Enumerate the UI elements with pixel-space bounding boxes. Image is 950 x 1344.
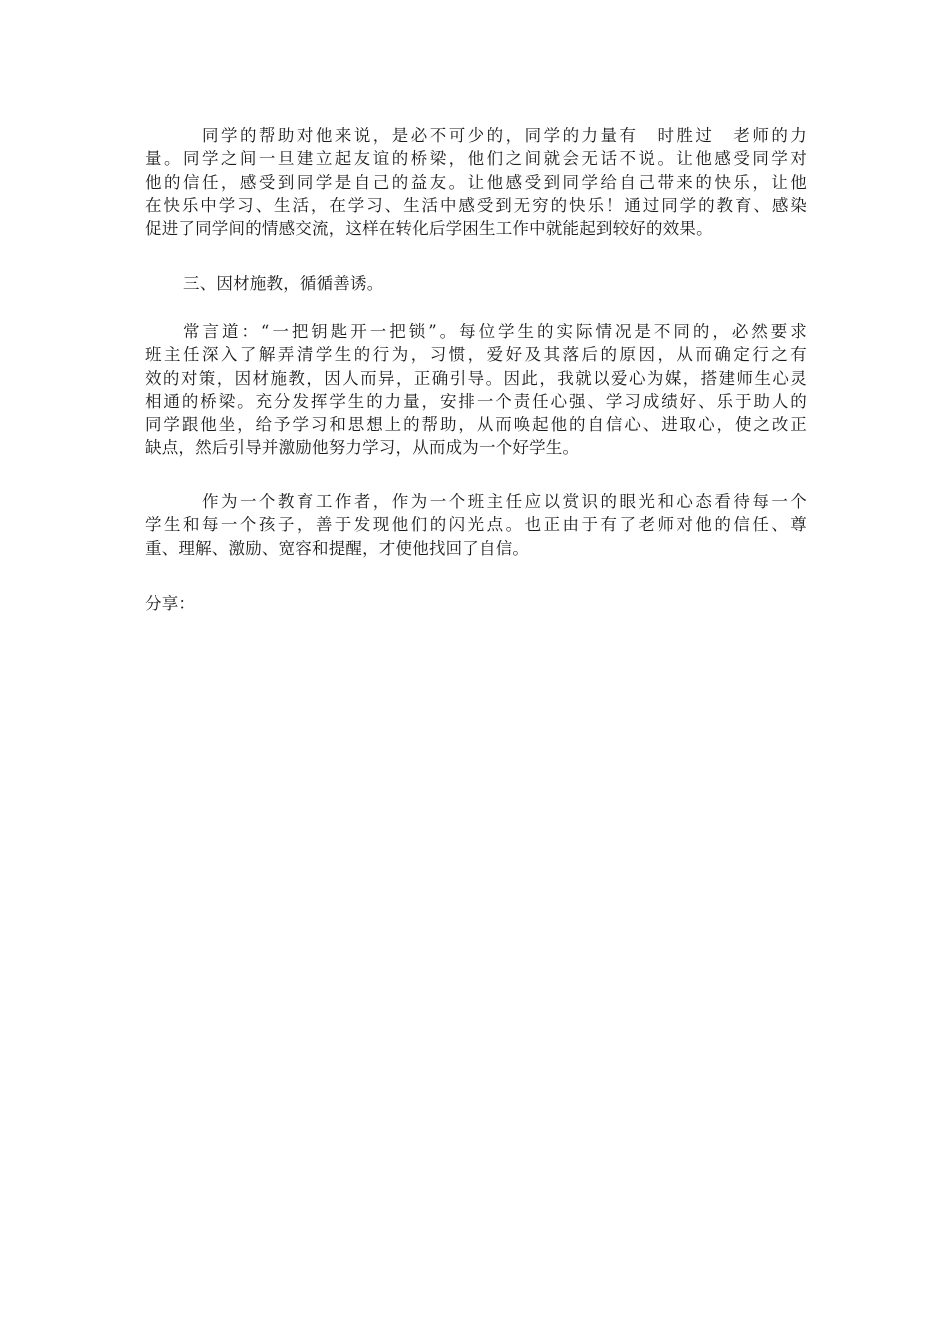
paragraph-line: 作为一个教育工作者，作为一个班主任应以赏识的眼光和心态看待每一个	[202, 492, 807, 511]
paragraph-line: 同学的帮助对他来说，是必不可少的，同学的力量有 时胜过 老师的力	[202, 126, 807, 145]
paragraph-line: 缺点，然后引导并激励他努力学习，从而成为一个好学生。	[145, 438, 580, 458]
paragraph-line: 常言道：“一把钥匙开一把锁”。每位学生的实际情况是不同的，必然要求	[183, 322, 807, 341]
paragraph-line: 同学跟他坐，给予学习和思想上的帮助，从而唤起他的自信心、进取心，使之改正	[145, 415, 807, 435]
paragraph-line: 学生和每一个孩子，善于发现他们的闪光点。也正由于有了老师对他的信任、尊	[145, 515, 807, 535]
paragraph-line: 量。同学之间一旦建立起友谊的桥梁，他们之间就会无话不说。让他感受同学对	[145, 149, 807, 169]
paragraph-line: 效的对策，因材施教，因人而异，正确引导。因此，我就以爱心为媒，搭建师生心灵	[145, 368, 807, 388]
paragraph-line: 促进了同学间的情感交流，这样在转化后学困生工作中就能起到较好的效果。	[145, 219, 713, 239]
share-label-text: 分享：	[145, 594, 196, 613]
paragraph-peer-help	[145, 124, 807, 240]
paragraph-educator	[145, 490, 807, 560]
section-heading	[145, 272, 807, 295]
paragraph-line: 相通的桥梁。充分发挥学生的力量，安排一个责任心强、学习成绩好、乐于助人的	[145, 391, 807, 411]
paragraph-line: 班主任深入了解弄清学生的行为，习惯，爱好及其落后的原因，从而确定行之有	[145, 345, 807, 365]
paragraph-line: 在快乐中学习、生活，在学习、生活中感受到无穷的快乐！通过同学的教育、感染	[145, 195, 807, 215]
section-heading-text: 三、因材施教，循循善诱。	[183, 274, 384, 293]
paragraph-line: 重、理解、激励、宽容和提醒，才使他找回了自信。	[145, 538, 530, 558]
share-label	[145, 592, 807, 615]
paragraph-teach-accordingly	[145, 320, 807, 460]
paragraph-line: 他的信任，感受到同学是自己的益友。让他感受到同学给自己带来的快乐，让他	[145, 172, 807, 192]
